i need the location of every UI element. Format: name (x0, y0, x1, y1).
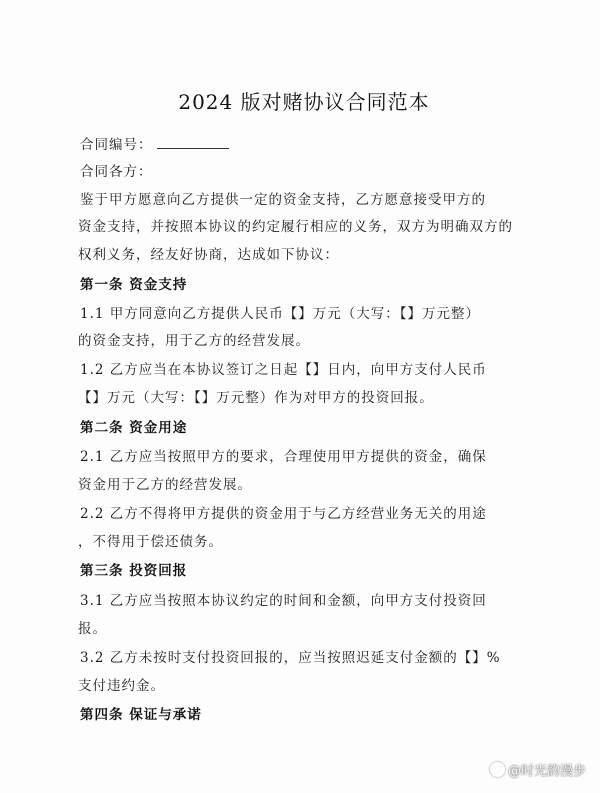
article-4-heading: 第四条 保证与承诺 (80, 707, 202, 723)
clause-1-1-line-2: 的资金支持，用于乙方的经营发展。 (78, 333, 310, 349)
watermark (490, 760, 586, 779)
preamble-line-3: 权利义务，经友好协商，达成如下协议： (78, 247, 339, 263)
contract-number-label: 合同编号： (80, 137, 153, 153)
contract-number-blank[interactable] (157, 135, 229, 149)
clause-3-1-line-2: 报。 (78, 621, 107, 637)
document-title: 2024 版对赌协议合同范本 (178, 90, 430, 114)
clause-2-2-line-1: 2.2 乙方不得将甲方提供的资金用于与乙方经营业务无关的用途 (80, 506, 487, 522)
clause-1-1-line-1: 1.1 甲方同意向乙方提供人民币【】万元（大写：【】万元整） (80, 306, 481, 322)
clause-2-1-line-1: 2.1 乙方应当按照甲方的要求，合理使用甲方提供的资金，确保 (80, 449, 487, 465)
clause-1-2-line-1: 1.2 乙方应当在本协议签订之日起【】日内，向甲方支付人民币 (80, 362, 487, 378)
article-2-heading: 第二条 资金用途 (80, 420, 188, 436)
preamble-line-2: 资金支持，并按照本协议的约定履行相应的义务，双方为明确双方的 (78, 219, 513, 235)
parties-label: 合同各方： (80, 164, 153, 180)
clause-3-2-line-1: 3.2 乙方未按时支付投资回报的，应当按照迟延支付金额的【】% (80, 650, 501, 666)
contract-number-line (80, 133, 229, 153)
watermark-text: @时光韵漫步 (507, 764, 586, 779)
clause-2-2-line-2: ，不得用于偿还债务。 (78, 534, 223, 550)
article-1-heading: 第一条 资金支持 (80, 277, 188, 293)
clause-1-2-line-2: 【】万元（大写：【】万元整）作为对甲方的投资回报。 (78, 390, 434, 406)
camera-circle-icon (490, 762, 505, 777)
clause-2-1-line-2: 资金用于乙方的经营发展。 (78, 477, 252, 493)
clause-3-1-line-1: 3.1 乙方应当按照本协议约定的时间和金额，向甲方支付投资回 (80, 593, 487, 609)
article-3-heading: 第三条 投资回报 (80, 563, 188, 579)
clause-3-2-line-2: 支付违约金。 (78, 678, 165, 694)
preamble-line-1: 鉴于甲方愿意向乙方提供一定的资金支持，乙方愿意接受甲方的 (80, 192, 486, 208)
